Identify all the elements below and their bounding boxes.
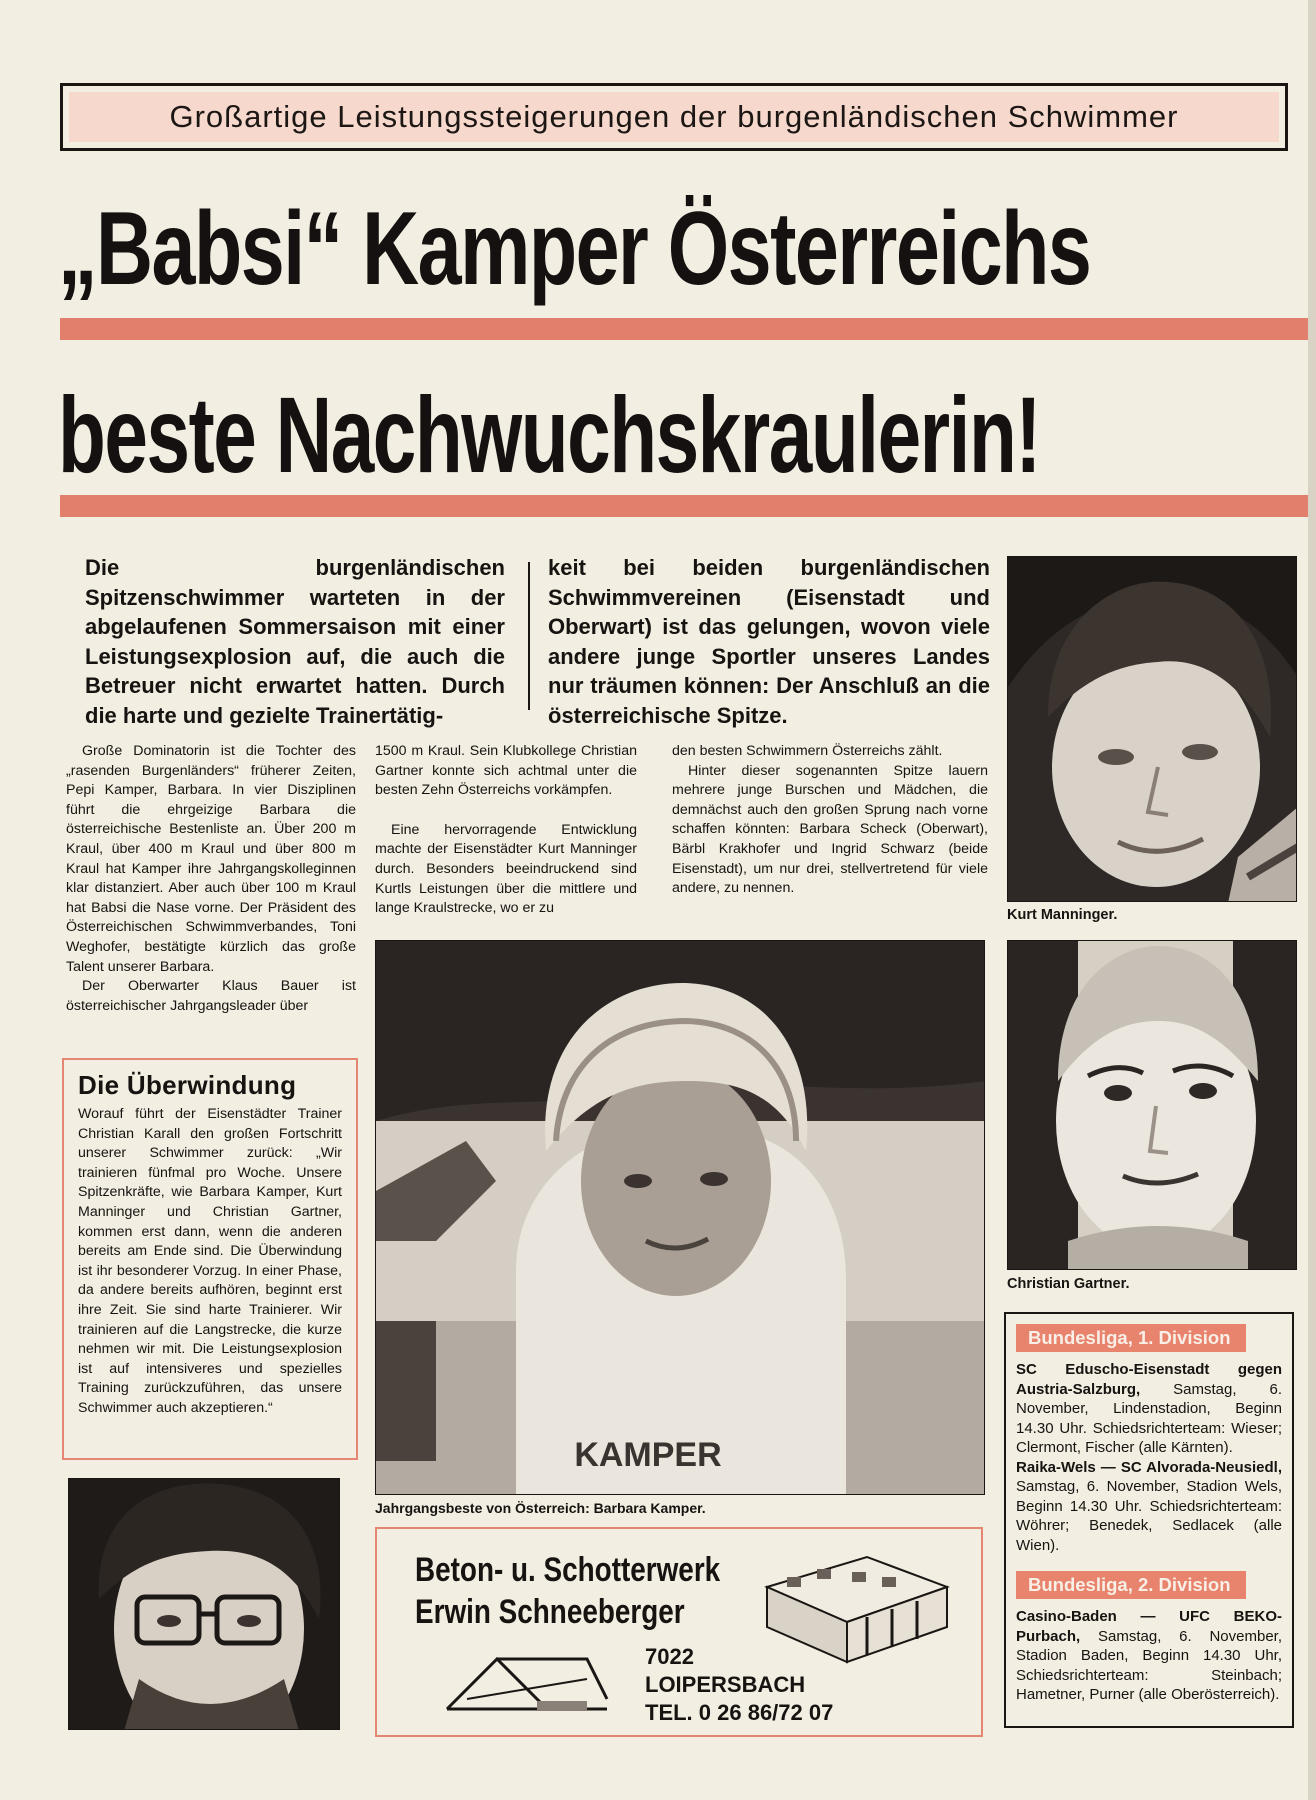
division-1-banner: Bundesliga, 1. Division	[1016, 1324, 1246, 1352]
fixture-match-3	[1016, 1607, 1282, 1705]
lead-paragraph-part-1: Die burgenländischen Spitzenschwimmer warteten in der abgelaufenen Sommersaison mit einer Leistungsexplosion auf, die auch die Betreuer nicht erwartet hatten. Durch die harte und gezielte Trainertätig-	[85, 555, 505, 728]
body-paragraph: 1500 m Kraul. Sein Klubkollege Christian Gartner konnte sich achtmal unter die besten Zehn Österreichs vorkämpfen.	[375, 743, 637, 799]
match-2-details: Samstag, 6. November, Stadion Wels, Beginn 14.30 Uhr. Schiedsrichterteam: Wöhrer; Benedek, Sedlacek (alle Wien).	[1016, 1478, 1282, 1554]
match-3-teams: Casino-Baden — UFC BEKO-Purbach,	[1016, 1608, 1282, 1645]
lead-column-rule	[528, 562, 530, 710]
ad-company	[415, 1549, 720, 1633]
caption-kurt-manninger: Kurt Manninger.	[1007, 907, 1118, 923]
photo-christian-gartner	[1007, 940, 1297, 1270]
ad-address	[645, 1643, 833, 1727]
shirt-text: KAMPER	[574, 1436, 722, 1474]
caption-barbara-kamper: Jahrgangsbeste von Österreich: Barbara Kamper.	[375, 1500, 706, 1516]
kicker-text: Großartige Leistungssteigerungen der burgenländischen Schwimmer	[169, 99, 1179, 134]
headline-line-1: „Babsi“ Kamper Österreichs	[58, 191, 1091, 307]
match-1-teams: SC Eduscho-Eisenstadt gegen Austria-Salzburg,	[1016, 1361, 1282, 1398]
body-paragraph: Der Oberwarter Klaus Bauer ist österreichischer Jahrgangsleader über	[66, 978, 356, 1014]
body-paragraph: Große Dominatorin ist die Tochter des „rasenden Burgenländers“ früherer Zeiten, Pepi Kamper, Barbara. In vier Disziplinen führt die ehrgeizige Barbara die österreichische Bestenliste an. Über 200 m Kraul, über 400 m Kraul und über 800 m Kraul hat Kamper ihre Jahrgangskolleginnen klar distanziert. Aber auch über 100 m Kraul hat Babsi die Nase vorne. Der Präsident des Österreichischen Schwimmverbandes, Toni Weghofer, bestätigte kürzlich das große Talent unserer Barbara.	[66, 743, 356, 975]
body-paragraph: Eine hervorragende Entwicklung machte der Eisenstädter Kurt Manninger durch. Besonders beeindruckend sind Kurtls Leistungen über die mittlere und lange Kraulstrecke, wo er zu	[375, 821, 637, 917]
photo-kurt-manninger	[1007, 556, 1297, 902]
body-column-2	[375, 742, 637, 919]
page-edge	[1308, 0, 1316, 1800]
sidebar-box	[62, 1058, 358, 1460]
photo-barbara-kamper	[375, 940, 985, 1495]
ad-zip: 7022	[645, 1644, 694, 1669]
headline-line-2: beste Nachwuchskraulerin!	[58, 374, 1041, 495]
ad-line-1: Beton- u. Schotterwerk	[415, 1551, 721, 1589]
gravel-plant-illustration	[437, 1639, 617, 1719]
caption-christian-gartner: Christian Gartner.	[1007, 1276, 1130, 1292]
portrait-image	[1008, 557, 1297, 902]
body-paragraph: den besten Schwimmern Österreichs zählt.	[672, 743, 943, 759]
ad-telephone: TEL. 0 26 86/72 07	[645, 1700, 834, 1725]
red-rule-bottom	[60, 495, 1308, 517]
match-2-teams: Raika-Wels — SC Alvorada-Neusiedl,	[1016, 1458, 1282, 1476]
match-3-details: Samstag, 6. November, Stadion Baden, Beginn 14.30 Uhr, Schiedsrichterteam: Steinbach; Hametner, Purner (alle Oberösterreich).	[1016, 1627, 1282, 1703]
kicker-box	[60, 83, 1288, 151]
fixtures-box	[1004, 1312, 1294, 1728]
portrait-image	[69, 1479, 340, 1730]
body-column-3	[672, 742, 988, 899]
fixture-match-1	[1016, 1360, 1282, 1458]
ad-line-2: Erwin Schneeberger	[415, 1593, 685, 1631]
swimmer-image	[376, 941, 985, 1495]
body-column-1	[66, 742, 356, 1016]
photo-trainer	[68, 1478, 340, 1730]
division-2-banner: Bundesliga, 2. Division	[1016, 1571, 1246, 1599]
sidebar-title: Die Überwindung	[78, 1070, 297, 1100]
sidebar-text: Worauf führt der Eisenstädter Trainer Christian Karall den großen Fortschritt unserer Schwimmer zurück: „Wir trainieren fünfmal pro Woche. Unsere Spitzenkräfte, wie Barbara Kamper, Kurt Manninger und Christian Gartner, kommen erst dann, wenn die anderen bereits am Ende sind. Die Überwindung ist ihr besonderer Vorzug. In einer Phase, da andere bereits aufhören, beginnt erst ihre Zeit. Sie sind harte Trainierer. Wir trainieren auf die Langstrecke, die kurze nehmen wir mit. Die Leistungsexplosion ist auf intensiveres und spezielles Training zurückzuführen, das unsere Schwimmer auch akzeptieren.“	[78, 1106, 342, 1416]
advertisement-box	[375, 1527, 983, 1737]
match-1-details: Samstag, 6. November, Lindenstadion, Beginn 14.30 Uhr. Schiedsrichterteam: Wieser; Clermont, Fischer (alle Kärnten).	[1016, 1380, 1282, 1456]
fixture-match-2	[1016, 1458, 1282, 1556]
lead-paragraph-part-2: keit bei beiden burgenländischen Schwimmvereinen (Eisenstadt und Oberwart) ist das gelungen, wovon viele andere junge Sportler unseres Landes nur träumen können: Der Anschluß an die österreichische Spitze.	[548, 555, 990, 728]
portrait-image	[1008, 941, 1297, 1270]
ad-town: LOIPERSBACH	[645, 1672, 806, 1697]
body-paragraph: Hinter dieser sogenannten Spitze lauern mehrere junge Burschen und Mädchen, die demnächst auch den großen Sprung nach vorne schaffen könnten: Barbara Scheck (Oberwart), Bärbl Krakhofer und Ingrid Schwarz (beide Eisenstadt), um nur drei, stellvertretend für viele andere, zu nennen.	[672, 762, 988, 897]
red-rule-top	[60, 318, 1308, 340]
